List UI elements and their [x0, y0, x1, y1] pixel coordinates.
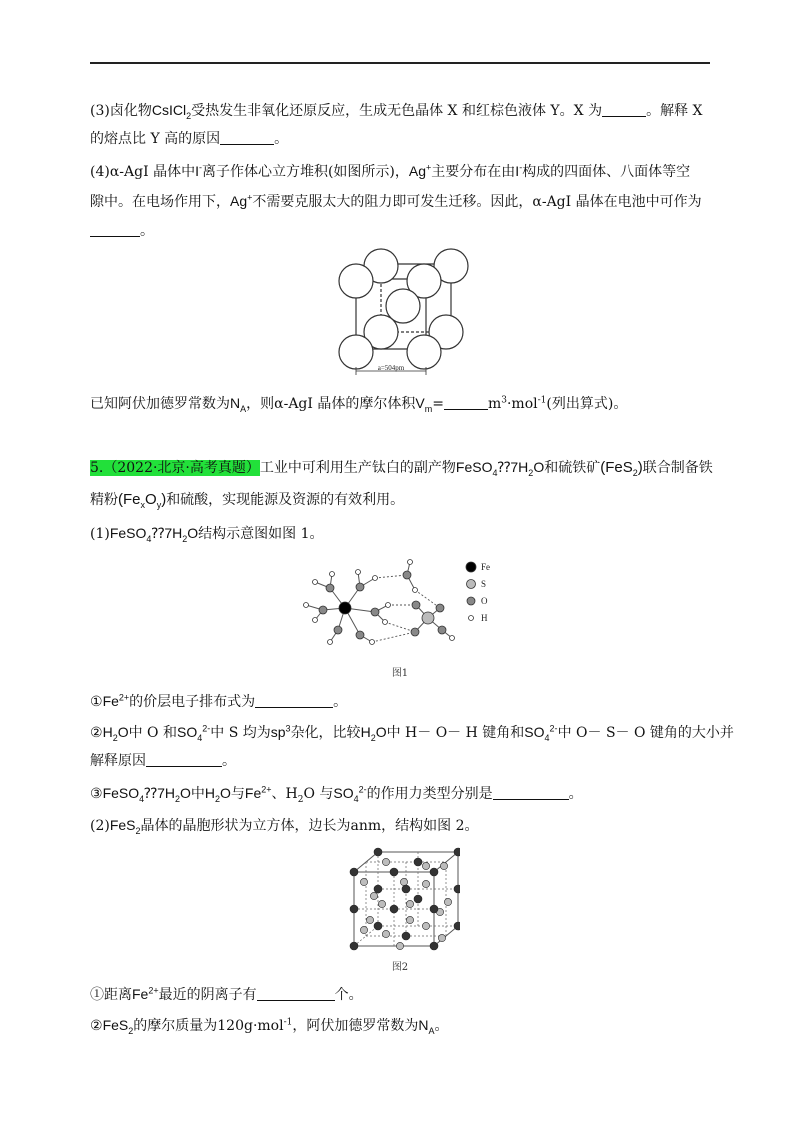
q5-part2: (2)FeS$_2$晶体的晶胞形状为立方体，边长为anm，结构如图 2。: [90, 817, 479, 836]
cation-atom: [390, 905, 398, 913]
anion-atom: [360, 878, 367, 885]
anion-atom: [382, 930, 389, 937]
cation-atom: [430, 868, 438, 876]
anion-atom: [422, 880, 429, 887]
fig1-caption: 图1: [391, 668, 409, 679]
anion-atom: [366, 916, 373, 923]
answer-blank-force[interactable]: [493, 785, 569, 800]
fig2-caption: 图2: [391, 962, 409, 973]
lattice-parameter-label: a=504pm: [377, 364, 405, 372]
cation-atom: [374, 848, 382, 856]
cation-atom: [390, 868, 398, 876]
q5-part2-sub1: ①距离$Fe^{2+}$最近的阴离子有 个。: [90, 985, 363, 1003]
q5-sub1: $①Fe^{2+}$的价层电子排布式为 。: [90, 692, 348, 710]
anion-atom: [360, 926, 367, 933]
anion-atom: [438, 934, 445, 941]
q5-line2: 精粉$(Fe_xO_y)$和硫酸，实现能源及资源的有效利用。: [90, 491, 405, 510]
cation-atom: [454, 922, 460, 930]
answer-blank-battery[interactable]: [90, 222, 140, 237]
answer-blank-angle[interactable]: [146, 752, 222, 767]
anion-atom: [406, 900, 413, 907]
q4-line3: 。: [90, 221, 710, 241]
anion-atom: [440, 862, 447, 869]
q5-part2-sub2: ②FeS$_2$的摩尔质量为120g·mol$^{-1}$，阿伏加德罗常数为$N_A$。: [90, 1017, 449, 1036]
anion-atom: [400, 878, 407, 885]
cation-atom: [414, 895, 422, 903]
q5-sub3: $③FeSO_4⁇7H_2O$中$H_2O$与$Fe^{2+}$、$H_2O$ 与$SO_4^{2-}$的作用力类型分别是 。: [90, 784, 583, 805]
answer-blank-count[interactable]: [257, 986, 335, 1001]
anion-atom: [422, 922, 429, 929]
q5-line1: 5.（2022·北京·高考真题）工业中可利用生产钛白的副产物$FeSO_4⁇7H_2O$和硫铁矿(FeS$_2$)联合制备铁: [90, 459, 713, 478]
legend-fe: Fe: [481, 562, 490, 572]
cation-atom: [402, 885, 410, 893]
q5-part1: $(1)FeSO_4⁇7H_2O$结构示意图如图 1。: [90, 525, 324, 544]
answer-blank-volume[interactable]: [444, 395, 488, 410]
anion-atom: [444, 898, 451, 905]
anion-atom: [396, 942, 403, 949]
cation-atom: [430, 942, 438, 950]
formula-csicl2: CsICl$_2$: [151, 102, 192, 121]
q3-line1: (3)卤化物CsICl$_2$受热发生非氧化还原反应，生成无色晶体 X 和红棕色液体 Y。X 为 。解释 X: [90, 102, 703, 121]
q4-line1: (4)α-AgI 晶体中I-离子作体心立方堆积(如图所示)，Ag+主要分布在由I-构成的四面体、八面体等空: [90, 162, 691, 180]
q5-sub2-line2: 解释原因 。: [90, 753, 236, 769]
anion-atom: [382, 858, 389, 865]
answer-blank-config[interactable]: [255, 693, 333, 708]
cation-atom: [350, 905, 358, 913]
legend-o: O: [481, 596, 488, 606]
cation-atom: [374, 885, 382, 893]
q3-line2: 的熔点比 Y 高的原因 。: [90, 131, 289, 147]
anion-atom: [370, 892, 377, 899]
cation-atom: [414, 858, 422, 866]
question-source-tag: 5.（2022·北京·高考真题）: [90, 460, 260, 476]
answer-blank-reason[interactable]: [220, 130, 274, 145]
cation-atom: [374, 922, 382, 930]
q4-line4: 已知阿伏加德罗常数为$N_A$，则α-AgI 晶体的摩尔体积$V_m= m^3\cdot mol^{-1}$(列出算式)。: [90, 395, 628, 414]
legend-h: H: [481, 613, 488, 623]
bcc-figure: [326, 244, 478, 376]
hydrate-structure-figure: [290, 550, 510, 660]
cation-atom: [430, 905, 438, 913]
fes2-unitcell-figure: [340, 842, 460, 954]
cation-atom: [350, 942, 358, 950]
q5-sub2-line1: $②H_2O$中 O 和$SO_4^{2-}$中 S 均为$sp^3$杂化，比较$H_2O$中 H－ O－ H 键角和$SO_4^{2-}$中 O－ S－ O 键角的大小并: [90, 723, 734, 743]
answer-blank-x[interactable]: [602, 102, 646, 117]
legend-s: S: [481, 579, 487, 589]
cation-atom: [454, 848, 460, 856]
cation-atom: [454, 885, 460, 893]
cation-atom: [402, 932, 410, 940]
q4-line2: 隙中。在电场作用下，Ag+不需要克服太大的阻力即可发生迁移。因此，α-AgI 晶体在电池中可作为: [90, 192, 702, 210]
anion-atom: [422, 862, 429, 869]
header-rule: [90, 62, 710, 64]
cation-atom: [350, 868, 358, 876]
anion-atom: [378, 900, 385, 907]
anion-atom: [406, 916, 413, 923]
